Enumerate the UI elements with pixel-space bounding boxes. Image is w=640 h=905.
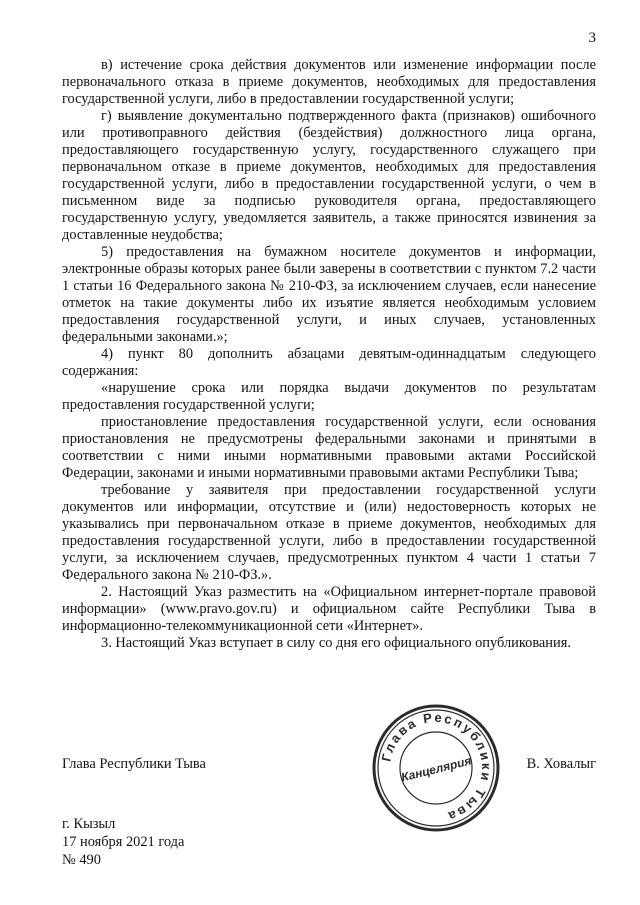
paragraph-suspension: приостановление предоставления государственной услуги, если основания приостановления не предусмотрены федеральными законами и принятыми в соответствии с ними иными нормативными правовыми актами Российской Федерации, законами и иными нормативными правовыми актами Республики Тыва; xyxy=(62,414,596,481)
paragraph-v: в) истечение срока действия документов или изменение информации после первоначального отказа в приеме документов, необходимых для предоставления государственной услуги, либо в предоставлении государственной услуги; xyxy=(62,57,596,107)
svg-text:Глава Республики Тыва: Глава Республики Тыва xyxy=(378,709,495,825)
signatory-position: Глава Республики Тыва xyxy=(62,756,206,772)
paragraph-g: г) выявление документально подтвержденного факта (признаков) ошибочного или противоправного действия (бездействия) должностного лица органа, предоставляющего государственную услугу, государственного служащего при первоначальном отказе в приеме документов, необходимых для предоставления государственной услуги, либо в предоставлении государственной услуги, о чем в письменном виде за подписью руководителя органа, предоставляющего государственную услугу, уведомляется заявитель, а также приносятся извинения за доставленные неудобства; xyxy=(62,108,596,243)
document-date: 17 ноября 2021 года xyxy=(62,834,185,850)
document-body xyxy=(62,57,596,652)
stamp-seal-icon xyxy=(370,702,502,834)
svg-text:Канцелярия: Канцелярия xyxy=(399,753,473,785)
paragraph-publication: 2. Настоящий Указ разместить на «Официальном интернет-портале правовой информации» (www.pravo.gov.ru) и официальном сайте Республики Тыва в информационно-телекоммуникационной сети «Интернет». xyxy=(62,584,596,634)
city: г. Кызыл xyxy=(62,816,116,832)
paragraph-4: 4) пункт 80 дополнить абзацами девятым-одиннадцатым следующего содержания: xyxy=(62,346,596,379)
document-footer xyxy=(62,815,184,869)
document-number: № 490 xyxy=(62,852,101,868)
paragraph-effect: 3. Настоящий Указ вступает в силу со дня его официального опубликования. xyxy=(101,635,571,651)
paragraph-violation: «нарушение срока или порядка выдачи документов по результатам предоставления государственной услуги; xyxy=(62,380,596,413)
paragraph-requirement: требование у заявителя при предоставлении государственной услуги документов или информации, отсутствие и (или) недостоверность которых не указывались при первоначальном отказе в приеме документов, необходимых для предоставления государственной услуги, либо в предоставлении государственной услуги, за исключением случаев, предусмотренных пунктом 4 части 1 статьи 7 Федерального закона № 210-ФЗ.». xyxy=(62,482,596,583)
office-stamp xyxy=(370,702,502,834)
paragraph-5: 5) предоставления на бумажном носителе документов и информации, электронные образы которых ранее были заверены в соответствии с пунктом 7.2 части 1 статьи 16 Федерального закона № 210-ФЗ, за исключением случаев, если нанесение отметок на такие документы либо их изъятие является необходимым условием предоставления государственной услуги, и иных случаев, установленных федеральными законами.»; xyxy=(62,244,596,345)
signature-block xyxy=(62,756,596,778)
signatory-name: В. Ховалыг xyxy=(526,756,596,772)
page-number: 3 xyxy=(588,30,596,46)
